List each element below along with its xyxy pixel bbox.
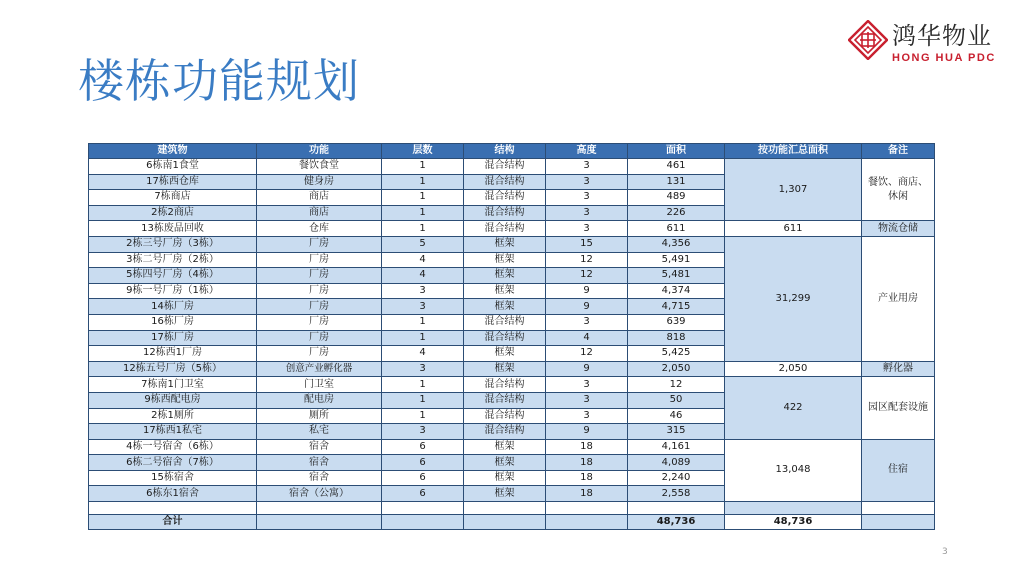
cell-floors: 3 [382,361,464,377]
col-header-area: 面积 [628,144,725,159]
cell-floors: 6 [382,439,464,455]
col-header-floors: 层数 [382,144,464,159]
cell-floors: 1 [382,408,464,424]
cell-structure: 框架 [464,299,546,315]
cell-building: 9栋一号厂房（1栋） [89,283,257,299]
cell-floors: 1 [382,190,464,206]
cell-height: 9 [546,283,628,299]
logo-chinese-name: 鸿华物业 [892,22,992,50]
cell-note: 园区配套设施 [862,377,935,439]
cell-height: 9 [546,299,628,315]
cell-height: 18 [546,470,628,486]
cell-building: 9栋西配电房 [89,392,257,408]
cell-structure: 混合结构 [464,408,546,424]
cell-structure: 混合结构 [464,424,546,440]
cell-building: 2栋2商店 [89,205,257,221]
cell-building: 17栋西1私宅 [89,424,257,440]
cell-height: 15 [546,236,628,252]
cell-floors: 3 [382,424,464,440]
cell-floors: 1 [382,330,464,346]
cell-summary: 611 [725,221,862,237]
cell-building: 15栋宿舍 [89,470,257,486]
cell-height: 3 [546,174,628,190]
cell-summary: 13,048 [725,439,862,501]
cell-floors: 1 [382,159,464,175]
table-row [89,377,935,393]
cell-height: 3 [546,392,628,408]
cell-area: 5,481 [628,268,725,284]
col-header-height: 高度 [546,144,628,159]
cell-structure: 框架 [464,252,546,268]
cell-building: 2栋三号厂房（3栋） [89,236,257,252]
building-function-table [88,143,935,530]
cell-building: 7栋南1门卫室 [89,377,257,393]
cell-function: 宿舍 [257,470,382,486]
cell-area: 315 [628,424,725,440]
cell-building: 17栋西仓库 [89,174,257,190]
cell-floors: 4 [382,252,464,268]
cell-function: 厂房 [257,236,382,252]
table-header-row [89,144,935,159]
cell-function: 商店 [257,190,382,206]
cell-function: 厂房 [257,314,382,330]
col-header-note: 备注 [862,144,935,159]
cell-structure: 框架 [464,236,546,252]
cell-function: 厂房 [257,330,382,346]
cell-structure: 混合结构 [464,159,546,175]
logo-english-name: HONG HUA PDC [892,52,996,64]
cell-height: 3 [546,205,628,221]
cell-building: 4栋一号宿舍（6栋） [89,439,257,455]
cell-structure: 框架 [464,455,546,471]
cell-floors: 1 [382,221,464,237]
cell-floors: 1 [382,174,464,190]
cell-structure: 混合结构 [464,190,546,206]
cell-height: 18 [546,455,628,471]
cell-structure: 框架 [464,283,546,299]
cell-structure: 混合结构 [464,330,546,346]
cell-area: 50 [628,392,725,408]
cell-function: 厕所 [257,408,382,424]
cell-building: 7栋商店 [89,190,257,206]
cell-building: 6栋二号宿舍（7栋） [89,455,257,471]
cell-structure: 框架 [464,486,546,502]
cell-area: 131 [628,174,725,190]
cell-building: 6栋东1宿舍 [89,486,257,502]
cell-function: 商店 [257,205,382,221]
cell-note: 孵化器 [862,361,935,377]
cell-area: 2,050 [628,361,725,377]
cell-area: 4,715 [628,299,725,315]
cell-height: 3 [546,408,628,424]
cell-summary: 31,299 [725,236,862,361]
company-logo [848,20,998,70]
cell-area: 2,240 [628,470,725,486]
cell-height: 18 [546,439,628,455]
cell-height: 12 [546,268,628,284]
cell-note: 餐饮、商店、休闲 [862,159,935,221]
cell-note: 物流仓储 [862,221,935,237]
cell-height: 12 [546,346,628,362]
cell-note: 住宿 [862,439,935,501]
cell-building: 13栋废品回收 [89,221,257,237]
cell-building: 14栋厂房 [89,299,257,315]
cell-floors: 1 [382,392,464,408]
cell-structure: 混合结构 [464,314,546,330]
table-row [89,361,935,377]
cell-height: 3 [546,377,628,393]
cell-floors: 1 [382,205,464,221]
cell-floors: 1 [382,314,464,330]
cell-floors: 3 [382,283,464,299]
cell-floors: 4 [382,346,464,362]
cell-building: 17栋厂房 [89,330,257,346]
cell-height: 18 [546,486,628,502]
table-row-blank [89,502,935,515]
col-header-structure: 结构 [464,144,546,159]
cell-structure: 框架 [464,439,546,455]
cell-building: 2栋1厕所 [89,408,257,424]
cell-floors: 6 [382,470,464,486]
cell-floors: 5 [382,236,464,252]
cell-floors: 6 [382,486,464,502]
cell-area: 226 [628,205,725,221]
cell-summary: 1,307 [725,159,862,221]
cell-area: 461 [628,159,725,175]
cell-function: 餐饮食堂 [257,159,382,175]
table-row [89,159,935,175]
cell-area: 5,491 [628,252,725,268]
cell-area: 4,356 [628,236,725,252]
cell-height: 12 [546,252,628,268]
cell-height: 9 [546,424,628,440]
cell-function: 厂房 [257,346,382,362]
cell-area: 5,425 [628,346,725,362]
cell-area: 4,089 [628,455,725,471]
total-area: 48,736 [628,515,725,530]
cell-structure: 混合结构 [464,392,546,408]
cell-building: 5栋四号厂房（4栋） [89,268,257,284]
col-header-building: 建筑物 [89,144,257,159]
cell-structure: 混合结构 [464,174,546,190]
col-header-summary: 按功能汇总面积 [725,144,862,159]
cell-function: 宿舍 [257,455,382,471]
cell-function: 宿舍（公寓） [257,486,382,502]
cell-structure: 框架 [464,346,546,362]
cell-function: 宿舍 [257,439,382,455]
cell-floors: 3 [382,299,464,315]
cell-height: 9 [546,361,628,377]
cell-summary: 422 [725,377,862,439]
cell-area: 489 [628,190,725,206]
cell-area: 818 [628,330,725,346]
table-total-row [89,515,935,530]
cell-floors: 4 [382,268,464,284]
cell-floors: 6 [382,455,464,471]
cell-function: 私宅 [257,424,382,440]
cell-height: 3 [546,314,628,330]
page-number: 3 [942,547,948,557]
cell-height: 3 [546,159,628,175]
cell-function: 健身房 [257,174,382,190]
cell-area: 2,558 [628,486,725,502]
cell-structure: 框架 [464,361,546,377]
cell-floors: 1 [382,377,464,393]
cell-function: 厂房 [257,252,382,268]
cell-area: 46 [628,408,725,424]
cell-area: 4,161 [628,439,725,455]
cell-function: 厂房 [257,268,382,284]
cell-function: 门卫室 [257,377,382,393]
cell-structure: 混合结构 [464,205,546,221]
cell-area: 611 [628,221,725,237]
cell-building: 12栋西1厂房 [89,346,257,362]
cell-building: 3栋二号厂房（2栋） [89,252,257,268]
cell-function: 配电房 [257,392,382,408]
cell-note: 产业用房 [862,236,935,361]
table-row [89,221,935,237]
col-header-function: 功能 [257,144,382,159]
total-summary: 48,736 [725,515,862,530]
page-title: 楼栋功能规划 [78,54,360,108]
cell-height: 3 [546,190,628,206]
cell-area: 4,374 [628,283,725,299]
cell-height: 4 [546,330,628,346]
cell-function: 仓库 [257,221,382,237]
table-row [89,236,935,252]
cell-building: 12栋五号厂房（5栋） [89,361,257,377]
total-label: 合计 [89,515,257,530]
cell-structure: 混合结构 [464,377,546,393]
cell-summary: 2,050 [725,361,862,377]
cell-structure: 框架 [464,268,546,284]
cell-area: 12 [628,377,725,393]
cell-area: 639 [628,314,725,330]
cell-height: 3 [546,221,628,237]
logo-mark-icon [848,20,888,60]
table-row [89,439,935,455]
cell-function: 厂房 [257,283,382,299]
cell-building: 6栋南1食堂 [89,159,257,175]
cell-structure: 框架 [464,470,546,486]
cell-building: 16栋厂房 [89,314,257,330]
cell-function: 创意产业孵化器 [257,361,382,377]
cell-structure: 混合结构 [464,221,546,237]
cell-function: 厂房 [257,299,382,315]
